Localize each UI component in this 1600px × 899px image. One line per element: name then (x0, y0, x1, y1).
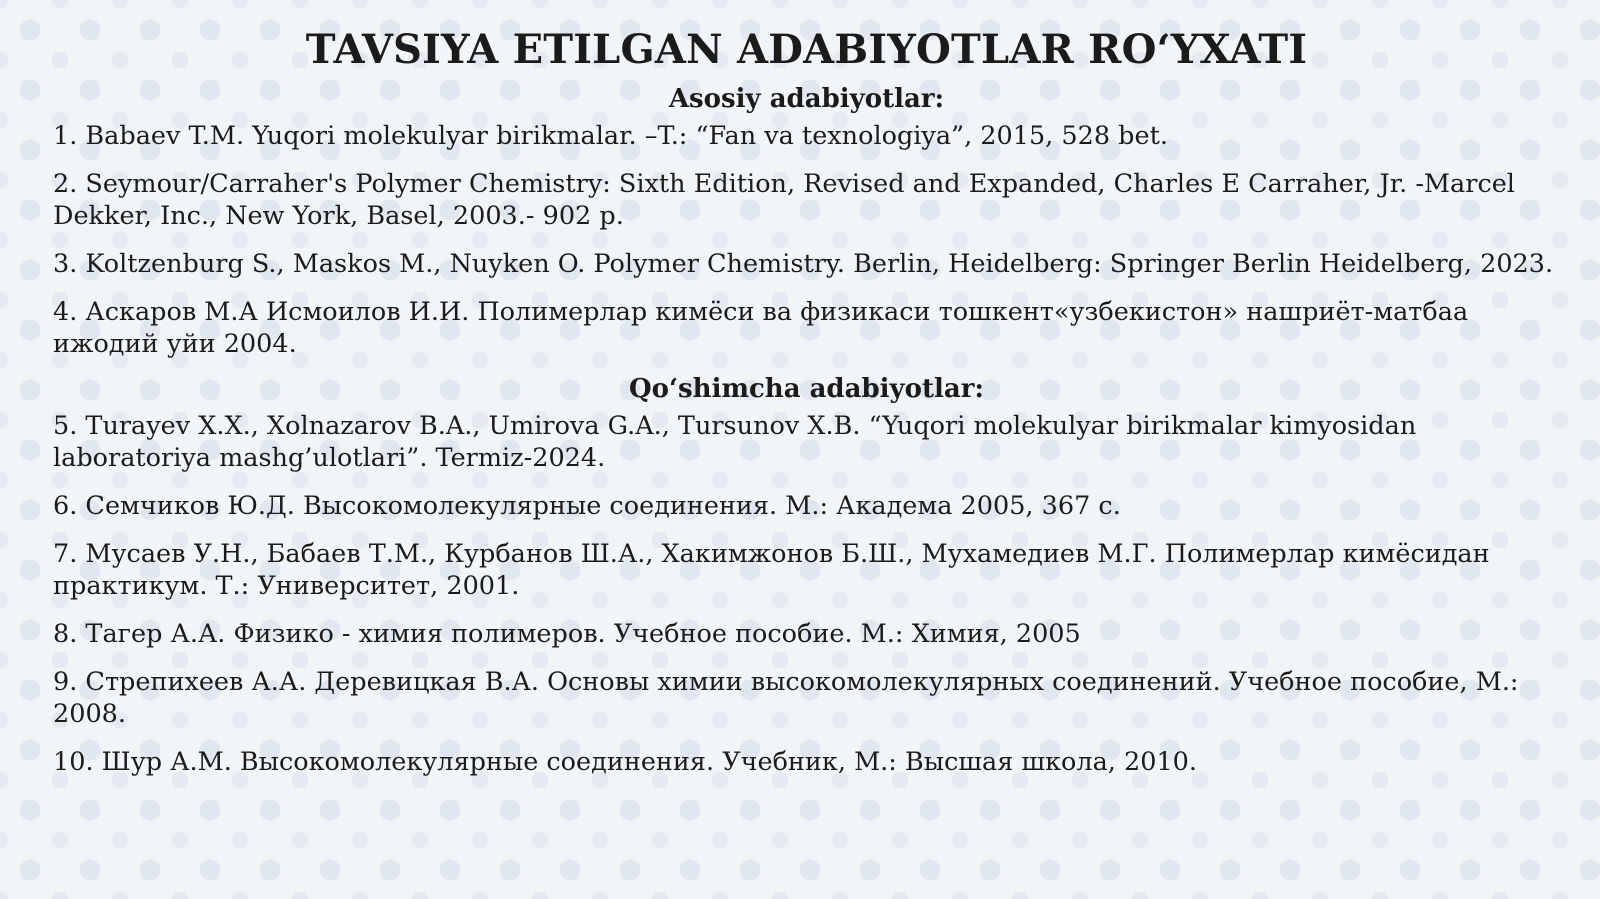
page-title: TAVSIYA ETILGAN ADABIYOTLAR RO‘YXATI (305, 26, 1308, 73)
reference-item: 8. Тагер А.А. Физико - химия полимеров. Учебное пособие. М.: Химия, 2005 (53, 619, 1081, 649)
reference-item: 2. Seymour/Carraher's Polymer Chemistry: Sixth Edition, Revised and Expanded, Charles E Carraher, Jr. -Marcel Dekker, Inc., New York, Basel, 2003.- 902 p. (53, 169, 1515, 231)
reference-item: 3. Koltzenburg S., Maskos M., Nuyken O. Polymer Chemistry. Berlin, Heidelberg: Springer Berlin Heidelberg, 2023. (53, 249, 1554, 279)
reference-item: 7. Мусаев У.Н., Бабаев Т.М., Курбанов Ш.А., Хакимжонов Б.Ш., Мухамедиев М.Г. Полимерлар кимёсидан практикум. Т.: Университет, 2001. (53, 539, 1490, 601)
reference-item: 9. Стрепихеев А.А. Деревицкая В.А. Основы химии высокомолекулярных соединений. Учебное пособие, М.: 2008. (53, 667, 1519, 729)
additional-literature-list (53, 410, 1560, 778)
reference-item: 5. Turayev X.X., Xolnazarov B.A., Umirova G.A., Tursunov X.B. “Yuqori molekulyar birikmalar kimyosidan laboratoriya mashg’ulotlari”. Termiz-2024. (53, 411, 1417, 473)
reference-item: 6. Семчиков Ю.Д. Высокомолекулярные соединения. М.: Академа 2005, 367 с. (53, 491, 1121, 521)
main-literature-list (53, 120, 1560, 360)
reference-item: 10. Шур А.М. Высокомолекулярные соединения. Учебник, М.: Высшая школа, 2010. (53, 747, 1198, 777)
additional-literature-heading: Qo‘shimcha adabiyotlar: (628, 374, 984, 404)
reference-item: 1. Babaev T.M. Yuqori molekulyar birikmalar. –T.: “Fan va texnologiya”, 2015, 528 bet. (53, 121, 1168, 151)
main-literature-heading: Asosiy adabiyotlar: (668, 84, 945, 114)
reference-item: 4. Аскаров М.А Исмоилов И.И. Полимерлар кимёси ва физикаси тошкент«узбекистон» нашриёт-матбаа ижодий уйи 2004. (53, 297, 1469, 359)
